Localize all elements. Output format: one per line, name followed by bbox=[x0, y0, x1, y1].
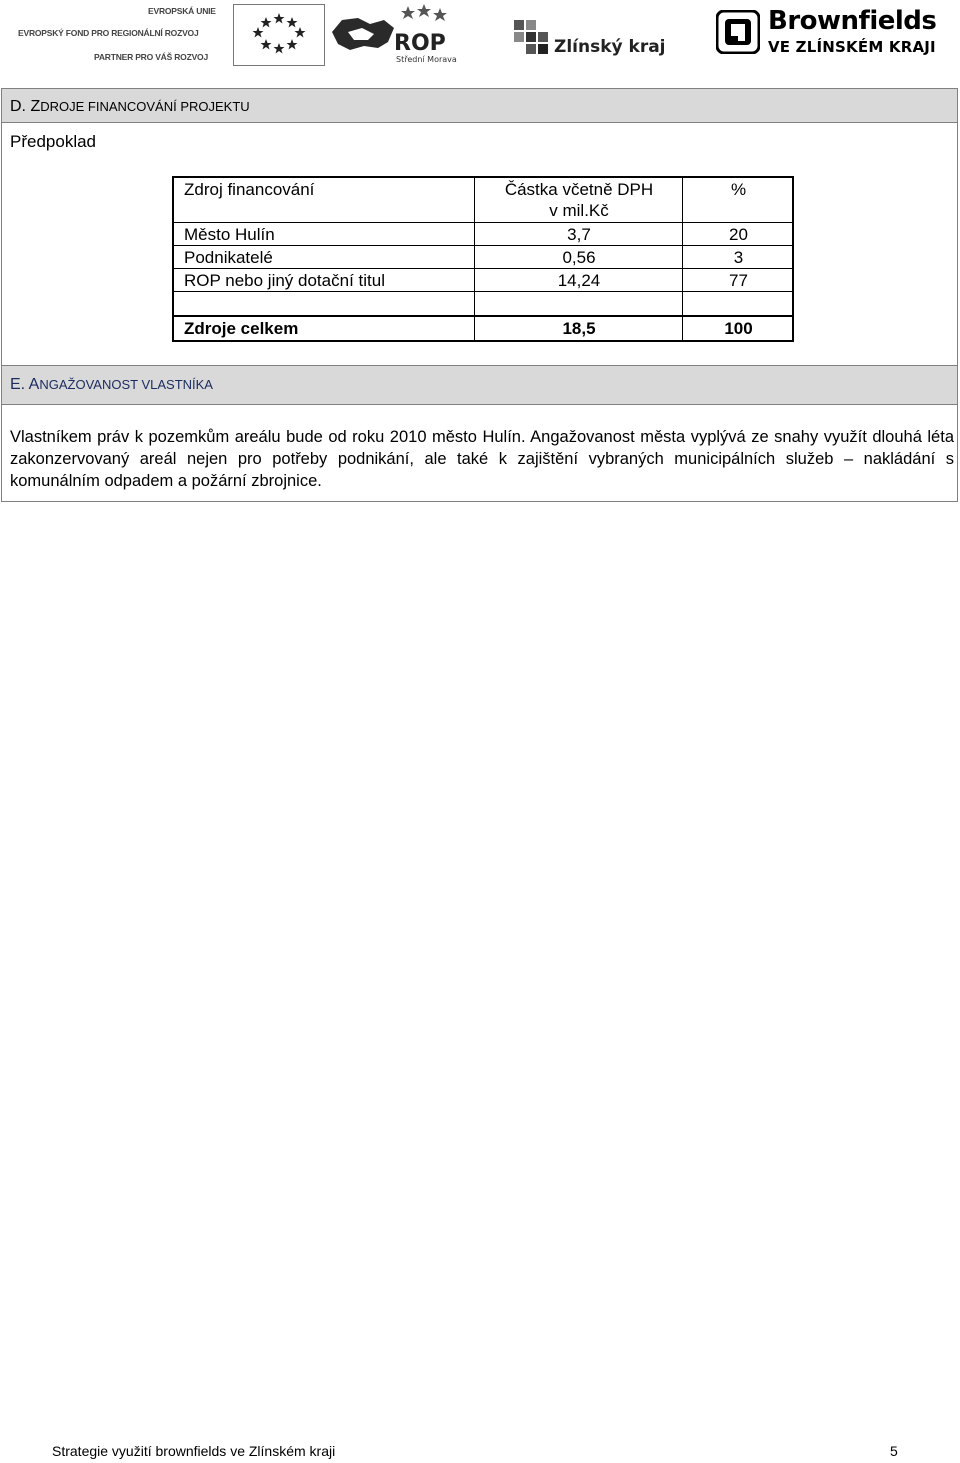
section-e-title-initial: E. A bbox=[10, 376, 40, 393]
section-d-subtitle: Předpoklad bbox=[10, 132, 97, 151]
rop-logo bbox=[328, 2, 473, 66]
footer-title: Strategie využití brownfields ve Zlínském kraji bbox=[52, 1443, 336, 1459]
section-d-header bbox=[2, 89, 957, 123]
rop-subtitle: Střední Morava bbox=[396, 55, 457, 64]
header-percent: % bbox=[730, 180, 747, 199]
eu-line-3: PARTNER PRO VÁŠ ROZVOJ bbox=[94, 52, 208, 62]
row-amount: 3,7 bbox=[567, 225, 591, 244]
header-source: Zdroj financování bbox=[184, 180, 315, 199]
section-d-title-initial: D. Z bbox=[10, 98, 41, 115]
section-d-title-rest: DROJE FINANCOVÁNÍ PROJEKTU bbox=[40, 99, 250, 114]
row-percent: 20 bbox=[729, 225, 748, 244]
eu-line-2: EVROPSKÝ FOND PRO REGIONÁLNÍ ROZVOJ bbox=[18, 28, 199, 38]
section-d-title bbox=[10, 98, 250, 116]
total-percent: 100 bbox=[724, 319, 753, 338]
row-source: Město Hulín bbox=[184, 225, 275, 244]
row-source: Podnikatelé bbox=[184, 248, 273, 267]
brownfields-subtitle: VE ZLÍNSKÉM KRAJI bbox=[768, 38, 936, 56]
table-row-divider bbox=[174, 245, 792, 246]
row-source: ROP nebo jiný dotační titul bbox=[184, 271, 385, 290]
header-amount-line1: Částka včetně DPH bbox=[504, 180, 654, 199]
header-amount-line2: v mil.Kč bbox=[549, 201, 609, 220]
rop-title: ROP bbox=[394, 31, 446, 56]
section-e-header bbox=[2, 365, 957, 405]
brownfields-title: Brownfields bbox=[768, 6, 937, 36]
header-logo-bar bbox=[0, 0, 960, 70]
total-amount: 18,5 bbox=[562, 319, 596, 338]
table-row-divider bbox=[174, 268, 792, 269]
eu-flag-icon bbox=[233, 4, 325, 66]
table-row-divider bbox=[174, 222, 792, 223]
section-e-title bbox=[10, 376, 213, 394]
total-source: Zdroje celkem bbox=[184, 319, 299, 338]
section-e-paragraph: Vlastníkem práv k pozemkům areálu bude od roku 2010 město Hulín. Angažovanost města vyplývá ze snahy využít dlouhá léta zakonzervovaný areál nejen pro potřeby podnikání, ale také k zajištění vybraných municipálních služeb – nakládání s komunálním odpadem a požární zbrojnice. bbox=[10, 428, 954, 490]
zlinsky-kraj-label: Zlínský kraj bbox=[554, 37, 664, 57]
financing-table bbox=[172, 176, 794, 342]
page-number: 5 bbox=[890, 1443, 898, 1459]
table-total-divider bbox=[174, 315, 792, 317]
row-percent: 3 bbox=[733, 248, 744, 267]
table-row-divider bbox=[174, 291, 792, 292]
row-amount: 0,56 bbox=[562, 248, 596, 267]
content-frame bbox=[1, 88, 958, 502]
brownfields-icon bbox=[716, 10, 760, 54]
eu-line-1: EVROPSKÁ UNIE bbox=[148, 6, 216, 16]
brownfields-logo bbox=[716, 6, 937, 60]
zlinsky-kraj-logo bbox=[514, 18, 664, 58]
section-e-title-rest: NGAŽOVANOST VLASTNÍKA bbox=[39, 377, 213, 392]
row-amount: 14,24 bbox=[557, 271, 601, 290]
row-percent: 77 bbox=[729, 271, 748, 290]
